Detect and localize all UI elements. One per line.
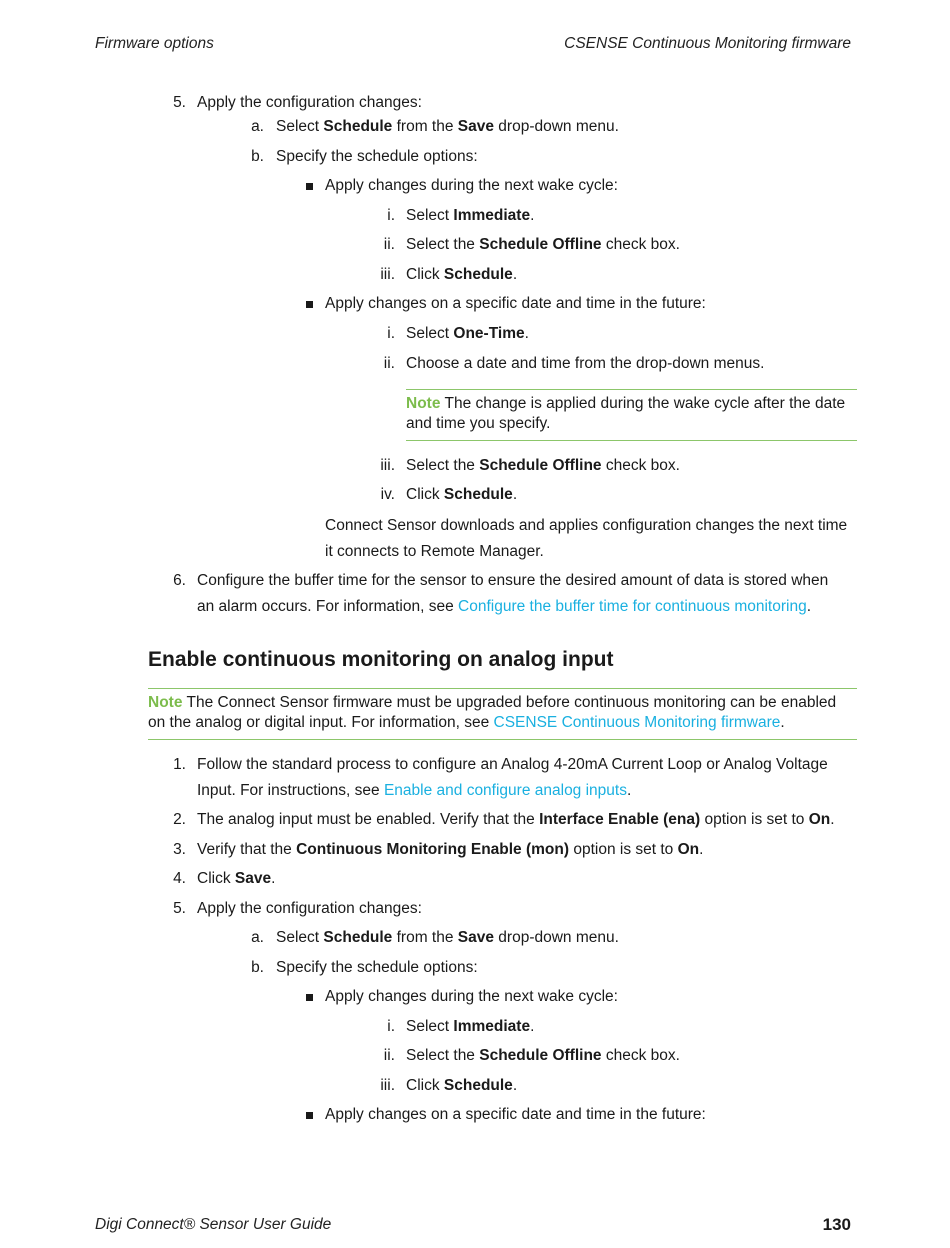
bullet-text: Apply changes during the next wake cycle: bbox=[325, 988, 618, 1005]
footer-guide-title: Digi Connect® Sensor User Guide bbox=[95, 1216, 332, 1233]
note-line: Note The Connect Sensor firmware must be upgraded before continuous monitoring can be enabled bbox=[148, 694, 837, 711]
square-bullet-icon bbox=[306, 183, 313, 190]
roman-step-text: Choose a date and time from the drop-down menus. bbox=[406, 355, 765, 372]
note-line: and time you specify. bbox=[406, 415, 551, 432]
paragraph-line: it connects to Remote Manager. bbox=[325, 543, 544, 560]
roman-numeral: i. bbox=[387, 207, 395, 224]
step-text: Verify that the Continuous Monitoring Enable (mon) option is set to On. bbox=[197, 841, 704, 858]
roman-step-text: Click Schedule. bbox=[406, 486, 518, 503]
roman-step-text: Click Schedule. bbox=[406, 1077, 518, 1094]
roman-numeral: ii. bbox=[383, 236, 395, 253]
substep-text: Select Schedule from the Save drop-down menu. bbox=[276, 929, 619, 946]
roman-numeral: iii. bbox=[380, 457, 395, 474]
step-number: 5. bbox=[173, 94, 186, 111]
square-bullet-icon bbox=[306, 301, 313, 308]
bullet-text: Apply changes on a specific date and time in the future: bbox=[325, 295, 706, 312]
roman-step-text: Select the Schedule Offline check box. bbox=[406, 457, 680, 474]
note-label: Note bbox=[406, 395, 441, 412]
roman-numeral: iii. bbox=[380, 266, 395, 283]
page-number: 130 bbox=[822, 1215, 851, 1234]
header-left: Firmware options bbox=[95, 35, 214, 52]
note-rule-bottom bbox=[148, 739, 857, 740]
step-text: Click Save. bbox=[197, 870, 276, 887]
square-bullet-icon bbox=[306, 1112, 313, 1119]
bullet-text: Apply changes on a specific date and time in the future: bbox=[325, 1106, 706, 1123]
roman-step-text: Select the Schedule Offline check box. bbox=[406, 1047, 680, 1064]
roman-numeral: iii. bbox=[380, 1077, 395, 1094]
paragraph-line: Connect Sensor downloads and applies configuration changes the next time bbox=[325, 517, 848, 534]
roman-step-text: Select the Schedule Offline check box. bbox=[406, 236, 680, 253]
step-text: Input. For instructions, see Enable and configure analog inputs. bbox=[197, 782, 632, 799]
link-csense-firmware[interactable]: CSENSE Continuous Monitoring firmware bbox=[493, 714, 781, 731]
step-number: 2. bbox=[173, 811, 186, 828]
step-text: Apply the configuration changes: bbox=[197, 900, 422, 917]
step-number: 5. bbox=[173, 900, 186, 917]
link-enable-analog-inputs[interactable]: Enable and configure analog inputs bbox=[383, 782, 627, 799]
bullet-text: Apply changes during the next wake cycle: bbox=[325, 177, 618, 194]
step-number: 1. bbox=[173, 756, 186, 773]
note-rule-top bbox=[406, 389, 857, 390]
roman-numeral: ii. bbox=[383, 1047, 395, 1064]
substep-text: Select Schedule from the Save drop-down menu. bbox=[276, 118, 619, 135]
step-number: 6. bbox=[173, 572, 186, 589]
substep-letter: b. bbox=[251, 148, 264, 165]
roman-numeral: ii. bbox=[383, 355, 395, 372]
step-number: 3. bbox=[173, 841, 186, 858]
note-line: Note The change is applied during the wake cycle after the date bbox=[406, 395, 846, 412]
roman-numeral: iv. bbox=[380, 486, 395, 503]
roman-numeral: i. bbox=[387, 325, 395, 342]
header-right: CSENSE Continuous Monitoring firmware bbox=[564, 35, 851, 52]
step-text: Apply the configuration changes: bbox=[197, 94, 422, 111]
roman-step-text: Select One-Time. bbox=[406, 325, 529, 342]
section-heading: Enable continuous monitoring on analog input bbox=[148, 648, 614, 671]
roman-step-text: Select Immediate. bbox=[406, 1018, 535, 1035]
step-text: Follow the standard process to configure an Analog 4-20mA Current Loop or Analog Voltage bbox=[197, 756, 828, 773]
square-bullet-icon bbox=[306, 994, 313, 1001]
step-number: 4. bbox=[173, 870, 186, 887]
note-label: Note bbox=[148, 694, 183, 711]
roman-step-text: Click Schedule. bbox=[406, 266, 518, 283]
note-line: on the analog or digital input. For information, see CSENSE Continuous Monitoring firmware. bbox=[148, 714, 785, 731]
note-rule-top bbox=[148, 688, 857, 689]
step-text: Configure the buffer time for the sensor to ensure the desired amount of data is stored when bbox=[197, 572, 829, 589]
step-text: an alarm occurs. For information, see Configure the buffer time for continuous monitoring. bbox=[197, 598, 812, 615]
roman-numeral: i. bbox=[387, 1018, 395, 1035]
link-configure-buffer-time[interactable]: Configure the buffer time for continuous monitoring bbox=[458, 598, 807, 615]
note-rule-bottom bbox=[406, 440, 857, 441]
step-text: The analog input must be enabled. Verify that the Interface Enable (ena) option is set to On. bbox=[197, 811, 835, 828]
substep-text: Specify the schedule options: bbox=[276, 959, 478, 976]
substep-letter: a. bbox=[251, 929, 264, 946]
substep-letter: b. bbox=[251, 959, 264, 976]
roman-step-text: Select Immediate. bbox=[406, 207, 535, 224]
substep-letter: a. bbox=[251, 118, 264, 135]
substep-text: Specify the schedule options: bbox=[276, 148, 478, 165]
